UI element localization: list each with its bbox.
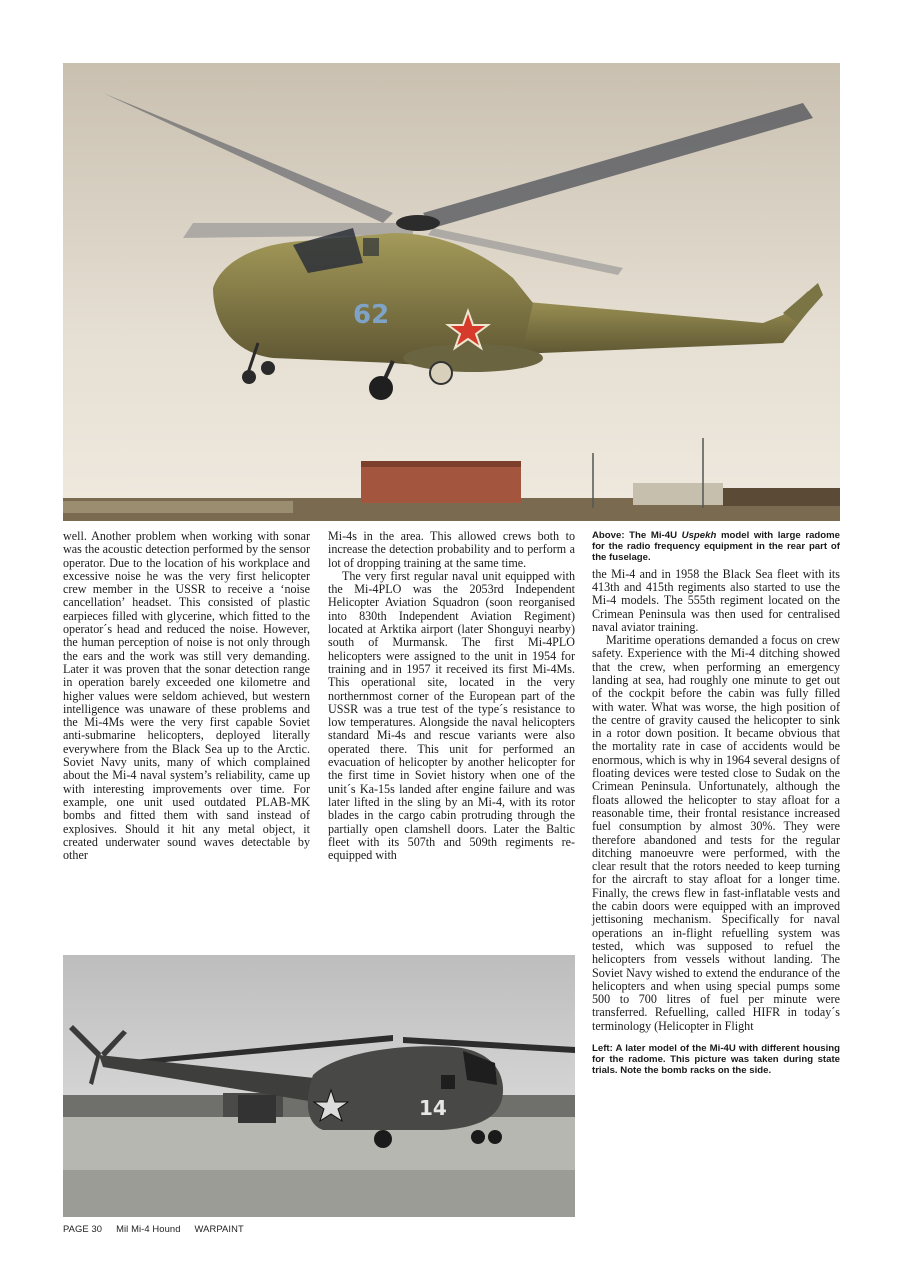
caption-above-suffix: model with large radome for the radio frequency equipment in the rear part of the fuselage. — [592, 530, 840, 564]
caption-left: Left: A later model of the Mi-4U with different housing for the radome. This picture was taken during state trials. Note the bomb racks on the side. — [592, 1043, 840, 1077]
page-number: PAGE 30 — [63, 1223, 103, 1234]
photo-mi4u-state-trials — [63, 955, 575, 1217]
helicopter-flight-illustration — [63, 63, 840, 521]
paragraph: the Mi-4 and in 1958 the Black Sea fleet with its 413th and 415th regiments also started to use the Mi-4 models. The 555th regiment located on the Crimean Peninsula was then used for centralised naval aviator training. — [592, 566, 840, 634]
fuselage-number-bottom: 14 — [419, 1096, 447, 1120]
text-column-3-body — [592, 568, 840, 1033]
paragraph: well. Another problem when working with sonar was the acoustic detection performed by the sensor operator. Due to the location of his workplace and excessive noise he was the very first helicopter crew member in the USSR to receive a ‘noise cancellation’ headset. This consisted of plastic earpieces filled with glycerine, which fitted to the operator´s head and reduced the noise. However, the human perception of noise is not only through the ears and the work was still very demanding. Later it was proven that the sonar detection range in operation barely exceeded one kilometre and higher values were seldom achieved, but western intelligence was unaware of these problems and the Mi-4Ms were the very first capable Soviet anti-submarine helicopters, deployed literally everywhere from the Black Sea up to the Arctic. Soviet Navy units, many of which complained about the Mi-4 naval system’s reliability, came up with interesting improvements over time. For example, one unit used outdated PLAB-MK bombs and fitted them with sand instead of explosives. Should it hit any metal object, it created underwater sound waves detectable by other — [63, 530, 310, 863]
text-column-1 — [63, 530, 310, 945]
paragraph: Maritime operations demanded a focus on crew safety. Experience with the Mi-4 ditching showed that the crew, when performing an emergency landing at sea, had roughly one minute to get out of the cockpit before the cabin was fully filled with water. What was worse, the high position of the centre of gravity caused the helicopter to sink in a rotor down position. It became obvious that the mortality rate in case of accidents would be enormous, which is why in 1964 several designs of floating devices were tested close to Sudak on the Crimean Peninsula. Unfortunately, although the floats allowed the helicopter to stay afloat for a reasonable time, their frontal resistance increased fuel consumption by almost 30%. They were therefore abandoned and tests for the regular ditching manoeuvre were performed, with the clear result that the rotors needed to keep turning for the aircraft to stay afloat for a longer time. Finally, the crews flew in fast-inflatable vests and the cabin doors were equipped with an improved jettisoning mechanism. Specifically for naval operations an in-flight refuelling system was tested, which was supposed to refuel the helicopters from vessels without landing. The Soviet Navy wished to extend the endurance of the helicopters and when using special pumps some 500 to 700 litres of fuel per minute were transferred. Refuelling, called HIFR in today´s terminology (Helicopter in Flight — [592, 633, 840, 1033]
publication-title: Mil Mi-4 Hound — [116, 1223, 181, 1234]
caption-above — [592, 530, 840, 564]
paragraph: Mi-4s in the area. This allowed crews both to increase the detection probability and to perform a lot of dropping training at the same time. — [328, 530, 575, 570]
text-column-2 — [328, 530, 575, 945]
text-column-3 — [592, 530, 840, 1077]
helicopter-ground-illustration — [63, 955, 575, 1217]
fuselage-number-top: 62 — [353, 300, 390, 330]
photo-mi4u-uspekh-flight — [63, 63, 840, 521]
paragraph: The very first regular naval unit equipped with the Mi-4PLO was the 2053rd Independent Helicopter Aviation Squadron (soon reorganised into 830th Independent Aviation Regiment) located at Arktika airport (later Shonguyi nearby) south of Murmansk. The first Mi-4PLO helicopters were assigned to the unit in 1954 for training and in 1957 it received its first Mi-4Ms. This operational site, located in the very northernmost corner of the European part of the USSR was a true test of the type´s resistance to low temperatures. Alongside the naval helicopters standard Mi-4s and rescue variants were also operated there. This unit for performed an evacuation of helicopter by another helicopter for the first time in Soviet history when one of the unit´s Ka-15s landed after engine failure and was later lifted in the sling by an Mi-4, with its rotor blades in the cargo cabin protruding through the partially open clamshell doors. Later the Baltic fleet with its 507th and 509th regiments re-equipped with — [328, 568, 575, 863]
caption-above-model-name: Uspekh — [681, 530, 717, 541]
series-name: WARPAINT — [194, 1223, 244, 1234]
caption-above-prefix: Above: The Mi-4U — [592, 530, 682, 541]
page-footer — [63, 1223, 258, 1234]
